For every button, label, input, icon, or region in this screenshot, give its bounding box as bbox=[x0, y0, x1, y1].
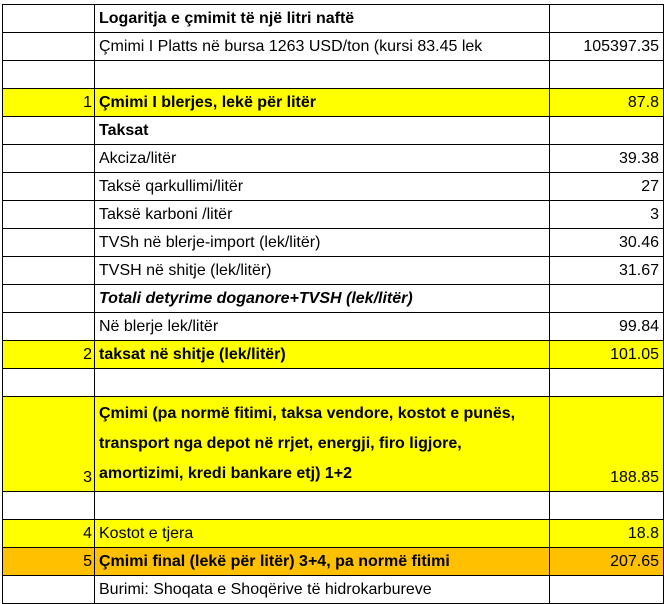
table-row bbox=[3, 117, 664, 145]
table-row bbox=[3, 492, 664, 520]
row-value-cell: 31.67 bbox=[550, 257, 664, 285]
row-index-cell bbox=[3, 285, 95, 313]
row-value-cell bbox=[550, 492, 664, 520]
row-value-cell: 27 bbox=[550, 173, 664, 201]
row-value-cell bbox=[550, 285, 664, 313]
table-row bbox=[3, 33, 664, 61]
table-row bbox=[3, 61, 664, 89]
row-index-cell bbox=[3, 145, 95, 173]
row-label-cell: TVSh në blerje-import (lek/litër) bbox=[95, 229, 550, 257]
row-index-cell bbox=[3, 313, 95, 341]
row-index-cell bbox=[3, 33, 95, 61]
row-label-cell bbox=[95, 492, 550, 520]
table-row bbox=[3, 397, 664, 492]
table-row bbox=[3, 257, 664, 285]
row-label-cell: Kostot e tjera bbox=[95, 520, 550, 548]
table-body bbox=[3, 5, 664, 604]
row-label-cell: Taksë karboni /litër bbox=[95, 201, 550, 229]
table-row bbox=[3, 285, 664, 313]
table-row bbox=[3, 89, 664, 117]
row-index-cell bbox=[3, 257, 95, 285]
row-index-cell bbox=[3, 61, 95, 89]
table-row bbox=[3, 313, 664, 341]
row-label-cell: Totali detyrime doganore+TVSH (lek/litër) bbox=[95, 285, 550, 313]
row-value-cell bbox=[550, 369, 664, 397]
table-row bbox=[3, 520, 664, 548]
row-label-cell: Burimi: Shoqata e Shoqërive të hidrokarbureve bbox=[95, 576, 550, 604]
row-label-cell: Çmimi I blerjes, lekë për litër bbox=[95, 89, 550, 117]
row-index-cell bbox=[3, 117, 95, 145]
row-index-cell: 1 bbox=[3, 89, 95, 117]
row-index-cell: 4 bbox=[3, 520, 95, 548]
price-calculation-table bbox=[2, 4, 664, 604]
row-value-cell bbox=[550, 117, 664, 145]
row-index-cell: 5 bbox=[3, 548, 95, 576]
row-index-cell bbox=[3, 201, 95, 229]
table-row bbox=[3, 145, 664, 173]
table-row bbox=[3, 341, 664, 369]
table-row bbox=[3, 5, 664, 33]
row-index-cell bbox=[3, 369, 95, 397]
row-value-cell: 87.8 bbox=[550, 89, 664, 117]
row-label-cell: Logaritja e çmimit të një litri naftë bbox=[95, 5, 550, 33]
row-value-cell: 207.65 bbox=[550, 548, 664, 576]
table-row bbox=[3, 369, 664, 397]
row-label-cell: TVSH në shitje (lek/litër) bbox=[95, 257, 550, 285]
row-value-cell bbox=[550, 61, 664, 89]
row-value-cell: 39.38 bbox=[550, 145, 664, 173]
row-value-cell: 18.8 bbox=[550, 520, 664, 548]
table-row bbox=[3, 548, 664, 576]
row-index-cell bbox=[3, 492, 95, 520]
table-row bbox=[3, 576, 664, 604]
row-label-cell: taksat në shitje (lek/litër) bbox=[95, 341, 550, 369]
row-index-cell bbox=[3, 5, 95, 33]
row-value-cell bbox=[550, 5, 664, 33]
row-value-cell: 101.05 bbox=[550, 341, 664, 369]
row-index-cell: 2 bbox=[3, 341, 95, 369]
row-value-cell: 99.84 bbox=[550, 313, 664, 341]
row-index-cell bbox=[3, 173, 95, 201]
table-row bbox=[3, 201, 664, 229]
row-label-cell bbox=[95, 61, 550, 89]
row-value-cell: 30.46 bbox=[550, 229, 664, 257]
table-row bbox=[3, 229, 664, 257]
row-value-cell: 188.85 bbox=[550, 397, 664, 492]
row-label-cell: Çmimi (pa normë fitimi, taksa vendore, kostot e punës, transport nga depot në rrjet, energji, firo ligjore, amortizimi, kredi bankare etj) 1+2 bbox=[95, 397, 550, 492]
row-label-cell: Në blerje lek/litër bbox=[95, 313, 550, 341]
table-row bbox=[3, 173, 664, 201]
row-index-cell bbox=[3, 576, 95, 604]
row-label-cell: Çmimi final (lekë për litër) 3+4, pa normë fitimi bbox=[95, 548, 550, 576]
row-index-cell: 3 bbox=[3, 397, 95, 492]
row-value-cell bbox=[550, 576, 664, 604]
row-value-cell: 105397.35 bbox=[550, 33, 664, 61]
row-label-cell: Taksë qarkullimi/litër bbox=[95, 173, 550, 201]
row-label-cell: Akciza/litër bbox=[95, 145, 550, 173]
row-label-cell: Taksat bbox=[95, 117, 550, 145]
row-value-cell: 3 bbox=[550, 201, 664, 229]
row-label-cell: Çmimi I Platts në bursa 1263 USD/ton (kursi 83.45 lek bbox=[95, 33, 550, 61]
row-index-cell bbox=[3, 229, 95, 257]
row-label-cell bbox=[95, 369, 550, 397]
